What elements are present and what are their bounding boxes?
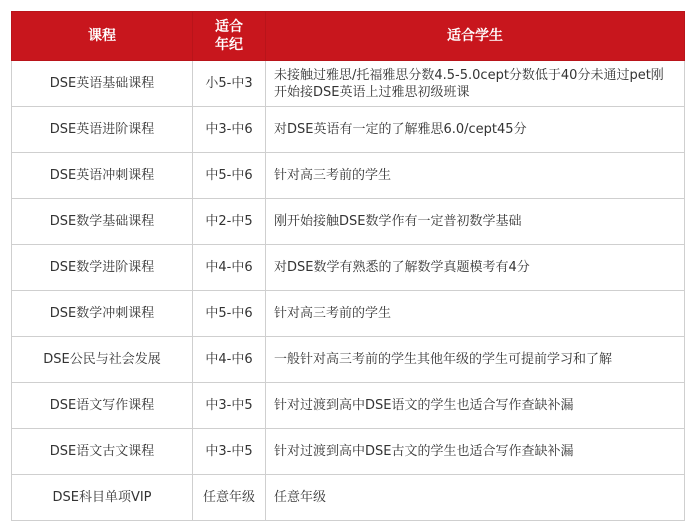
table-row [12, 429, 685, 475]
student-cell: 针对过渡到高中DSE语文的学生也适合写作查缺补漏 [266, 383, 685, 429]
course-cell: DSE英语冲刺课程 [12, 153, 193, 199]
grade-cell: 中5-中6 [193, 153, 266, 199]
table-body [12, 61, 685, 521]
header-grade-label: 适合年纪 [215, 19, 243, 53]
grade-cell: 中3-中6 [193, 107, 266, 153]
header-course: 课程 [12, 12, 193, 61]
table-row [12, 107, 685, 153]
table-row [12, 199, 685, 245]
student-cell: 对DSE英语有一定的了解雅思6.0/cept45分 [266, 107, 685, 153]
course-cell: DSE科目单项VIP [12, 475, 193, 521]
course-cell: DSE英语进阶课程 [12, 107, 193, 153]
grade-cell: 小5-中3 [193, 61, 266, 107]
header-grade [193, 12, 266, 61]
table-row [12, 383, 685, 429]
course-table-container [11, 11, 684, 521]
grade-cell: 任意年级 [193, 475, 266, 521]
grade-cell: 中3-中5 [193, 383, 266, 429]
table-row [12, 61, 685, 107]
student-cell: 任意年级 [266, 475, 685, 521]
table-row [12, 153, 685, 199]
table-row [12, 337, 685, 383]
table-row [12, 291, 685, 337]
student-cell: 针对高三考前的学生 [266, 153, 685, 199]
student-cell: 刚开始接触DSE数学作有一定普初数学基础 [266, 199, 685, 245]
student-cell: 针对过渡到高中DSE古文的学生也适合写作查缺补漏 [266, 429, 685, 475]
course-cell: DSE数学冲刺课程 [12, 291, 193, 337]
grade-cell: 中5-中6 [193, 291, 266, 337]
course-cell: DSE英语基础课程 [12, 61, 193, 107]
student-cell: 一般针对高三考前的学生其他年级的学生可提前学习和了解 [266, 337, 685, 383]
student-cell: 针对高三考前的学生 [266, 291, 685, 337]
student-cell: 对DSE数学有熟悉的了解数学真题模考有4分 [266, 245, 685, 291]
course-cell: DSE公民与社会发展 [12, 337, 193, 383]
header-student: 适合学生 [266, 12, 685, 61]
course-cell: DSE数学基础课程 [12, 199, 193, 245]
grade-cell: 中2-中5 [193, 199, 266, 245]
course-table [11, 11, 685, 521]
grade-cell: 中4-中6 [193, 337, 266, 383]
course-cell: DSE语文写作课程 [12, 383, 193, 429]
course-cell: DSE语文古文课程 [12, 429, 193, 475]
grade-cell: 中3-中5 [193, 429, 266, 475]
table-row [12, 475, 685, 521]
table-header [12, 12, 685, 61]
table-row [12, 245, 685, 291]
header-row [12, 12, 685, 61]
student-cell: 未接触过雅思/托福雅思分数4.5-5.0cept分数低于40分未通过pet刚开始接DSE英语上过雅思初级班课 [266, 61, 685, 107]
course-cell: DSE数学进阶课程 [12, 245, 193, 291]
grade-cell: 中4-中6 [193, 245, 266, 291]
